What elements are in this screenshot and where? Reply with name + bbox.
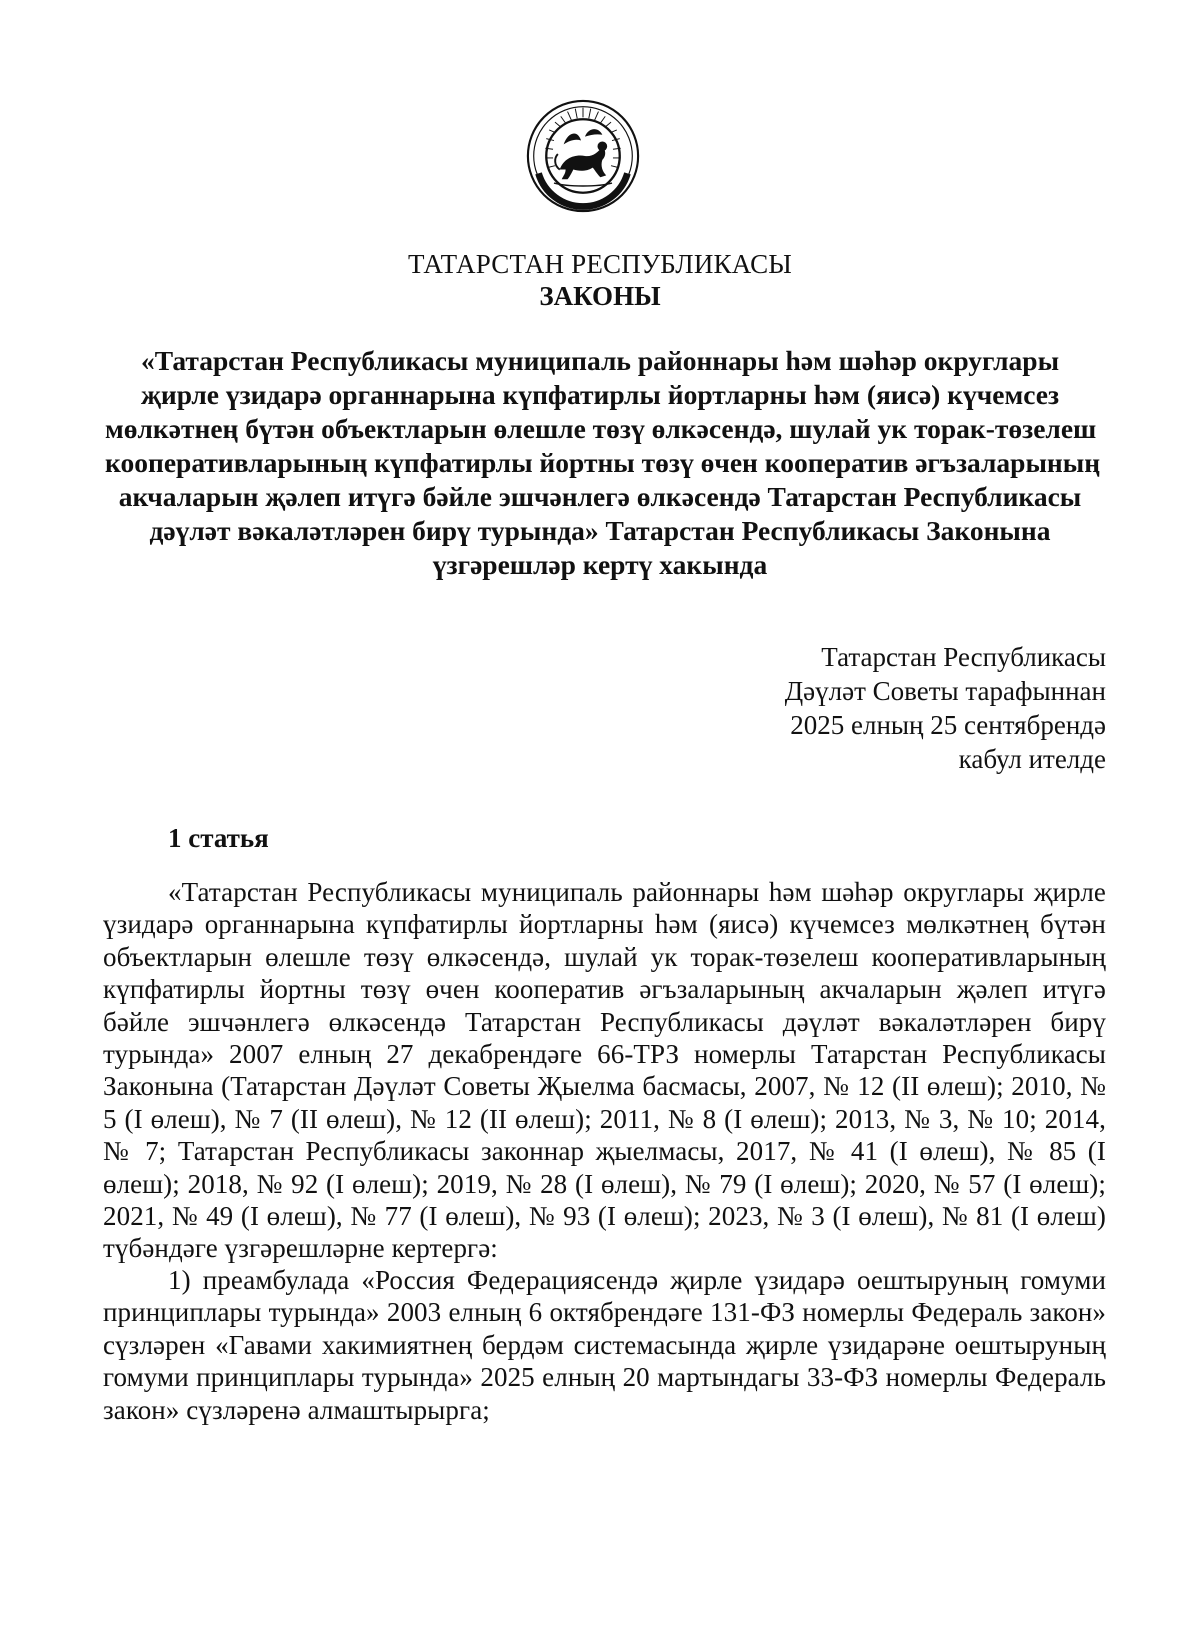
adoption-line: кабул ителде [958, 744, 1106, 774]
adoption-line: Татарстан Республикасы [821, 642, 1106, 672]
document-type-heading: ЗАКОНЫ [539, 281, 661, 311]
law-title-line: мөлкәтнең бүтән объектларын өлешле төзү өлкәсендә, шулай ук торак-төзелеш [105, 413, 1097, 444]
law-title-line: җирле үзидарә органнарына күпфатирлы йортларны һәм (яисә) күчемсез [140, 379, 1060, 410]
article-paragraph-1: «Татарстан Республикасы муниципаль районнары һәм шәһәр округлары җирле үзидарә органнарына күпфатирлы йортларны һәм (яисә) күчемсез мөлкәтнең бүтән объектларын өлешле төзү өлкәсендә, шулай ук торак-төзелеш кооперативларының күпфатирлы йортны төзү өчен кооператив әгъзаларының акчаларын җәлеп итүгә бәйле эшчәнлегә өлкәсендә Татарстан Республикасы дәүләт вәкаләтләрен бирү турында» 2007 елның 27 декабрендәге 66-ТРЗ номерлы Татарстан Республикасы Законына (Татарстан Дәүләт Советы Җыелма басмасы, 2007, № 12 (II өлеш); 2010, № 5 (I өлеш), № 7 (II өлеш), № 12 (II өлеш); 2011, № 8 (I өлеш); 2013, № 3, № 10; 2014, № 7; Татарстан Республикасы законнар җыелмасы, 2017, № 41 (I өлеш), № 85 (I өлеш); 2018, № 92 (I өлеш); 2019, № 28 (I өлеш), № 79 (I өлеш); 2020, № 57 (I өлеш); 2021, № 49 (I өлеш), № 77 (I өлеш), № 93 (I өлеш); 2023, № 3 (I өлеш), № 81 (I өлеш) түбәндәге үзгәрешләрне кертергә: [103, 877, 1106, 1264]
law-title-line: дәүләт вәкаләтләрен бирү турында» Татарстан Республикасы Законына [149, 515, 1051, 546]
republic-heading: ТАТАРСТАН РЕСПУБЛИКАСЫ [407, 249, 793, 279]
law-title-line: акчаларын җәлеп итүгә бәйле эшчәнлегә өлкәсендә Татарстан Республикасы [118, 481, 1082, 512]
adoption-note [785, 640, 1106, 776]
law-title-line: «Татарстан Республикасы муниципаль районнары һәм шәһәр округлары [140, 345, 1060, 376]
article-paragraph-2: 1) преамбулада «Россия Федерациясендә җирле үзидарә оештыруның гомуми принциплары турында» 2003 елның 6 октябрендәге 131-ФЗ номерлы Федераль закон» сүзләрен «Гавами хакимиятнең бердәм системасында җирле үзидарәне оештыруның гомуми принциплары турында» 2025 елның 20 мартындагы 33-ФЗ номерлы Федераль закон» сүзләренә алмаштырырга; [103, 1265, 1106, 1425]
adoption-line: 2025 елның 25 сентябрендә [790, 710, 1106, 740]
coat-of-arms-emblem [525, 98, 641, 214]
article-heading: 1 статья [168, 823, 269, 853]
adoption-line: Дәүләт Советы тарафыннан [784, 676, 1106, 706]
law-title-line: үзгәрешләр кертү хакында [432, 549, 768, 580]
law-title [105, 344, 1101, 582]
law-title-line: кооперативларының күпфатирлы йортны төзү өчен кооператив әгъзаларының [105, 447, 1101, 478]
tatarstan-coat-of-arms-icon [525, 98, 641, 214]
